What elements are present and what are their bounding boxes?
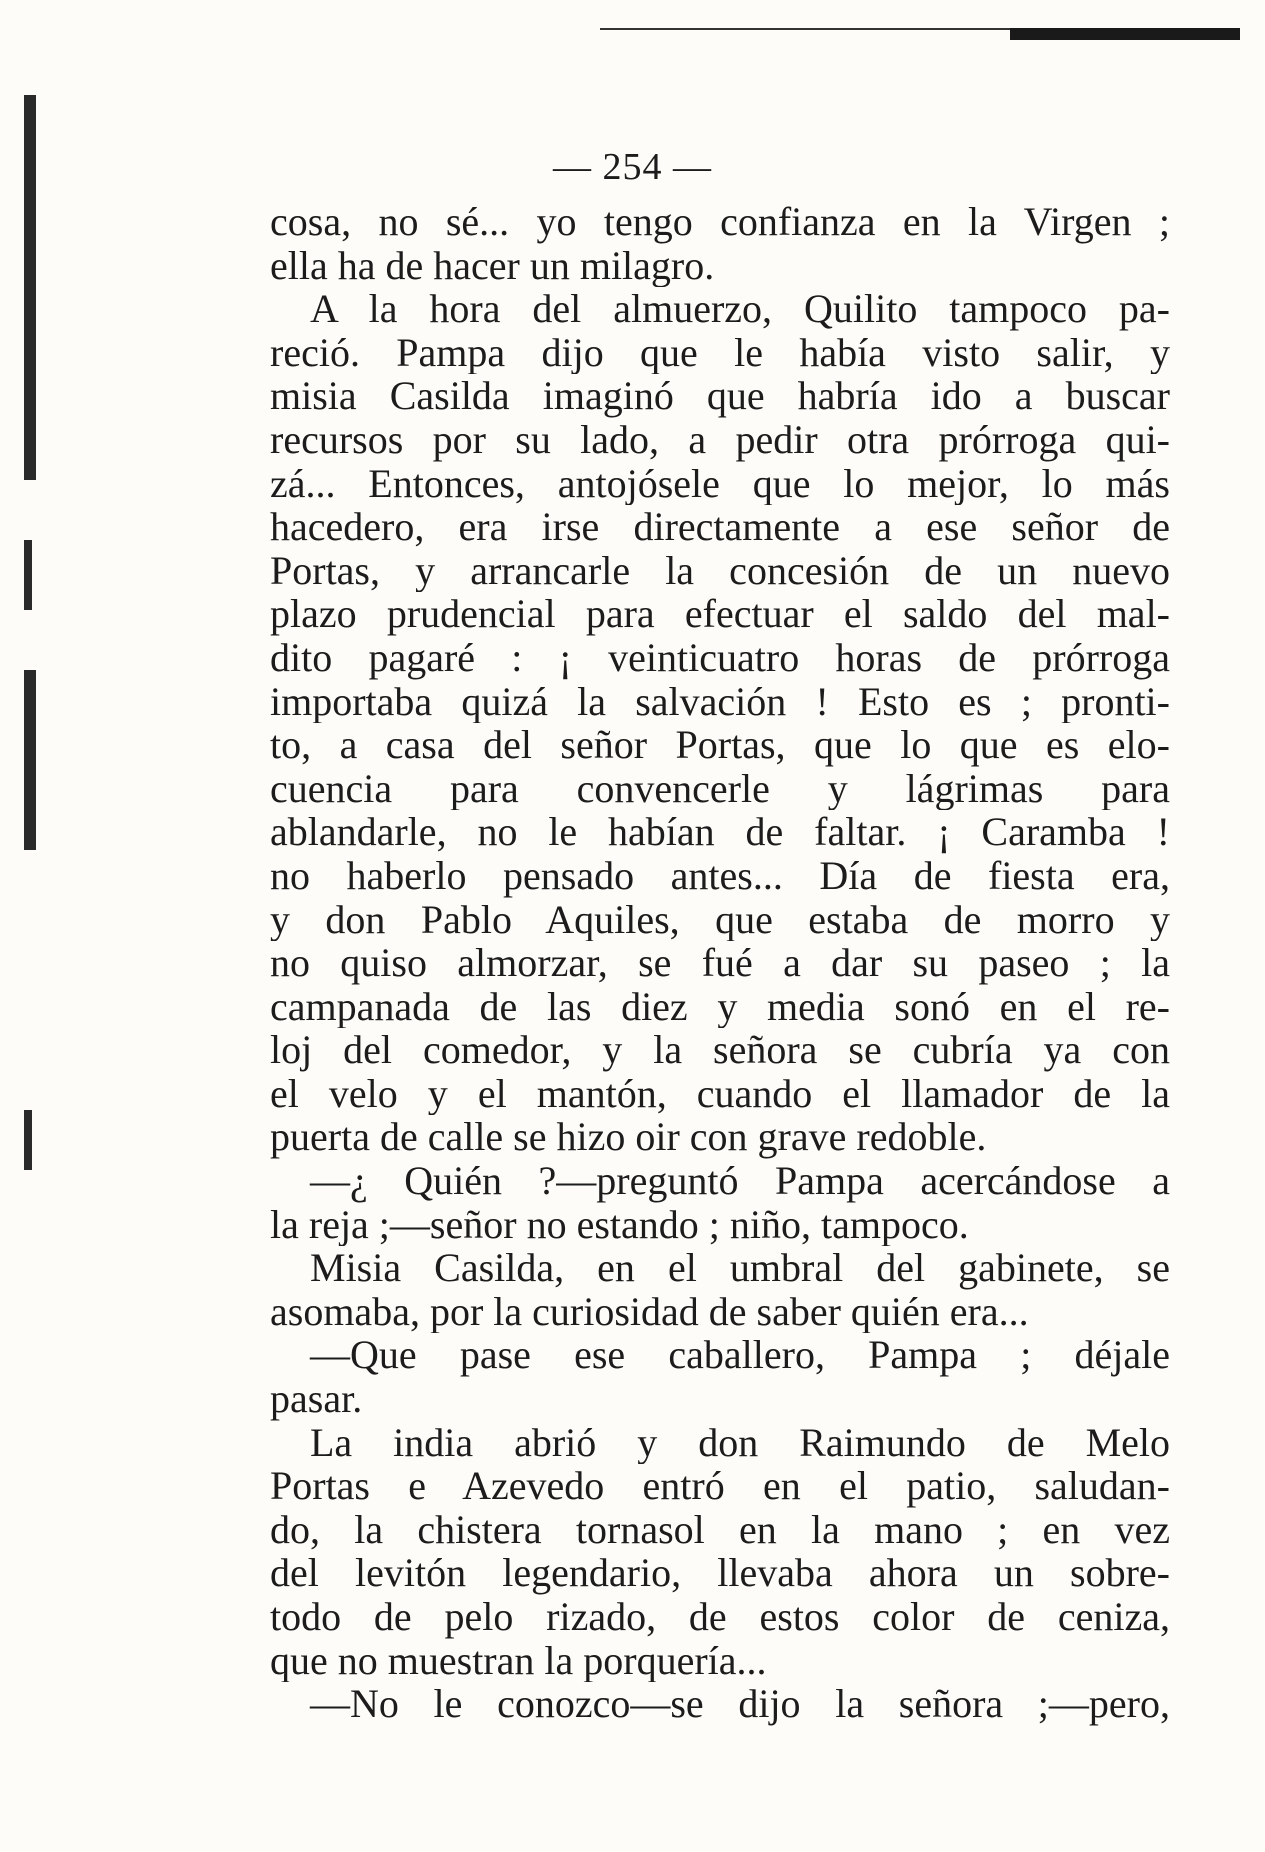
text-line: Misia Casilda, en el umbral del gabinete, se: [310, 1246, 1170, 1290]
text-line: cuencia para convencerle y lágrimas para: [270, 766, 1170, 811]
text-line: A la hora del almuerzo, Quilito tampoco pa-: [310, 287, 1170, 331]
text-line: to, a casa del señor Portas, que lo que es elo-: [270, 723, 1170, 767]
text-line: loj del comedor, y la señora se cubría ya con: [270, 1028, 1170, 1072]
text-line: el velo y el mantón, cuando el llamador de la: [270, 1071, 1170, 1116]
text-line: cosa, no sé... yo tengo confianza en la Virgen ;: [270, 200, 1170, 244]
text-line: no haberlo pensado antes... Día de fiesta era,: [270, 853, 1170, 898]
top-rule-bar: [1010, 28, 1240, 40]
text-line: ella ha de hacer un milagro.: [270, 243, 715, 288]
text-line: recursos por su lado, a pedir otra prórroga qui-: [270, 417, 1170, 462]
top-rule: [600, 28, 1240, 40]
scan-edge-mark: [24, 670, 36, 850]
text-line: Portas, y arrancarle la concesión de un nuevo: [270, 548, 1170, 593]
text-line: puerta de calle se hizo oir con grave redoble.: [270, 1115, 987, 1160]
text-line: do, la chistera tornasol en la mano ; en vez: [270, 1507, 1170, 1552]
text-line: ablandarle, no le habían de faltar. ¡ Caramba !: [270, 810, 1170, 854]
text-line: —Que pase ese caballero, Pampa ; déjale: [310, 1333, 1170, 1378]
text-line: Portas e Azevedo entró en el patio, saludan-: [270, 1464, 1170, 1508]
text-line: hacedero, era irse directamente a ese señor de: [270, 505, 1170, 549]
text-line: zá... Entonces, antojósele que lo mejor, lo más: [270, 461, 1170, 506]
text-line: dito pagaré : ¡ veinticuatro horas de prórroga: [270, 635, 1170, 680]
text-line: que no muestran la porquería...: [270, 1638, 767, 1683]
text-line: plazo prudencial para efectuar el saldo del mal-: [270, 592, 1170, 636]
text-line: La india abrió y don Raimundo de Melo: [310, 1420, 1170, 1465]
text-line: del levitón legendario, llevaba ahora un sobre-: [270, 1551, 1170, 1595]
text-line: no quiso almorzar, se fué a dar su paseo ; la: [270, 941, 1170, 985]
scan-edge-mark: [24, 1110, 32, 1170]
text-line: todo de pelo rizado, de estos color de ceniza,: [270, 1595, 1170, 1639]
text-line: y don Pablo Aquiles, que estaba de morro y: [270, 897, 1170, 942]
body-text: [270, 200, 1170, 1726]
text-line: asomaba, por la curiosidad de saber quién era...: [270, 1289, 1029, 1334]
text-line: —¿ Quién ?—preguntó Pampa acercándose a: [310, 1159, 1170, 1203]
text-line: importaba quizá la salvación ! Esto es ; pronti-: [270, 679, 1170, 724]
text-line: campanada de las diez y media sonó en el re-: [270, 984, 1170, 1029]
page-number: — 254 —: [553, 146, 712, 188]
text-line: misia Casilda imaginó que habría ido a buscar: [270, 374, 1170, 418]
text-line: pasar.: [270, 1377, 363, 1421]
text-line: la reja ;—señor no estando ; niño, tampoco.: [270, 1202, 969, 1247]
text-line: reció. Pampa dijo que le había visto salir, y: [270, 330, 1170, 375]
scan-edge-mark: [24, 540, 32, 610]
text-line: —No le conozco—se dijo la señora ;—pero,: [310, 1682, 1170, 1726]
